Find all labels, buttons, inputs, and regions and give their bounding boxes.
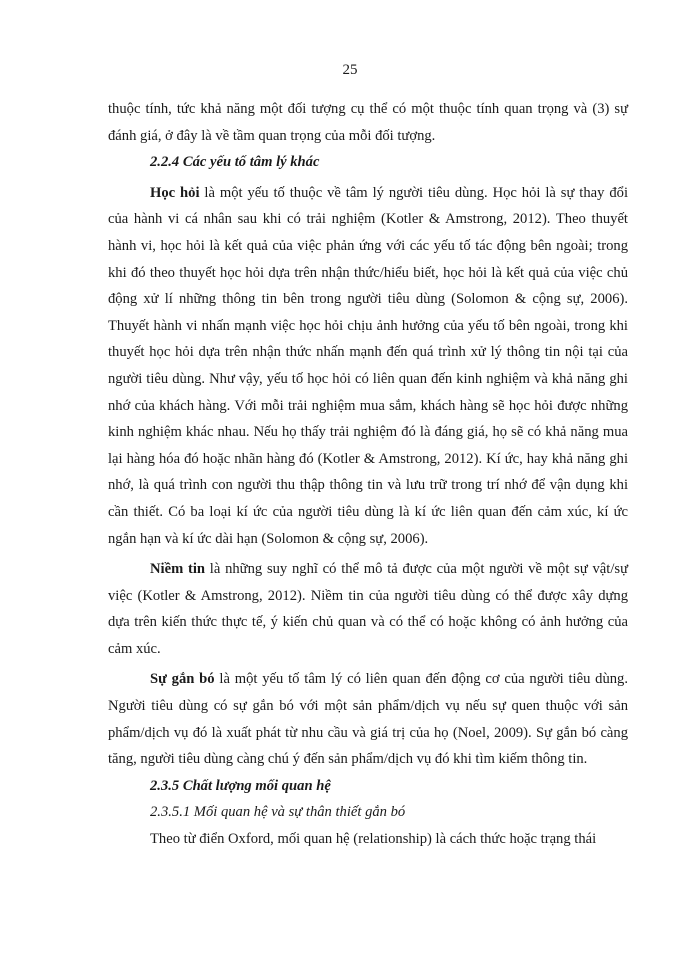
section-heading-2-3-5: 2.3.5 Chất lượng mối quan hệ [150, 777, 331, 794]
paragraph-hoc-hoi-text: là một yếu tố thuộc về tâm lý người tiêu dùng. Học hỏi là sự thay đổi của hành vi cá nhân sau khi có trải nghiệm (Kotler & Amstrong, 2012). Theo thuyết hành vi, học hỏi là kết quả của việc phản ứng với các yếu tố tác động bên ngoài; trong khi đó theo thuyết học hỏi dựa trên nhận thức/hiểu biết, học hỏi là kết quả của việc chủ động xử lí những thông tin bên trong người tiêu dùng (Solomon & cộng sự, 2006). Thuyết hành vi nhấn mạnh việc học hỏi chịu ảnh hưởng của yếu tố bên ngoài, trong khi thuyết học hỏi dựa trên nhận thức nhấn mạnh đến quá trình xử lý thông tin nội tại của người tiêu dùng. Như vậy, yếu tố học hỏi có liên quan đến kinh nghiệm và khả năng ghi nhớ của khách hàng. Với mỗi trải nghiệm mua sắm, khách hàng sẽ học hỏi được những kinh nghiệm khác nhau. Nếu họ thấy trải nghiệm đó là đáng giá, họ sẽ có khả năng mua lại hàng hóa đó hoặc nhãn hàng đó (Kotler & Amstrong, 2012). Kí ức, hay khả năng ghi nhớ, là quá trình con người thu thập thông tin và lưu trữ trong trí nhớ để vận dụng khi cần thiết. Có ba loại kí ức của người tiêu dùng là kí ức liên quan đến cảm xúc, kí ức ngắn hạn và kí ức dài hạn (Solomon & cộng sự, 2006). [108, 184, 628, 547]
section-heading-2-2-4: 2.2.4 Các yếu tố tâm lý khác [150, 154, 320, 171]
paragraph-su-gan-bo-text: là một yếu tố tâm lý có liên quan đến động cơ của người tiêu dùng. Người tiêu dùng có sự gắn bó với một sản phẩm/dịch vụ nếu sự quen thuộc với sản phẩm/dịch vụ đó là xuất phát từ nhu cầu và giá trị của họ (Noel, 2009). Sự gắn bó càng tăng, người tiêu dùng càng chú ý đến sản phẩm/dịch vụ đó khi tìm kiếm thông tin. [108, 671, 629, 768]
term-hoc-hoi: Học hỏi [150, 184, 200, 201]
paragraph-niem-tin-text: là những suy nghĩ có thể mô tả được của một người về một sự vật/sự việc (Kotler & Amstrong, 2012). Niềm tin của người tiêu dùng có thể được xây dựng dựa trên kiến thức thực tế, ý kiến chủ quan và có thể có hoặc không có ảnh hưởng của cảm xúc. [108, 561, 628, 657]
subsection-heading-2-3-5-1: 2.3.5.1 Mối quan hệ và sự thân thiết gắn bó [150, 804, 406, 821]
paragraph-hoc-hoi [108, 180, 628, 552]
page-number: 25 [342, 62, 358, 78]
term-su-gan-bo: Sự gắn bó [150, 671, 215, 688]
paragraph-oxford: Theo từ điển Oxford, mối quan hệ (relationship) là cách thức hoặc trạng thái [150, 831, 597, 848]
page-body [108, 96, 628, 853]
paragraph-niem-tin [108, 556, 628, 662]
paragraph-continuation: thuộc tính, tức khả năng một đối tượng cụ thể có một thuộc tính quan trọng và (3) sự đánh giá, ở đây là về tầm quan trọng của mỗi đối tượng. [108, 101, 628, 144]
paragraph-su-gan-bo [108, 666, 628, 772]
term-niem-tin: Niềm tin [150, 561, 206, 578]
